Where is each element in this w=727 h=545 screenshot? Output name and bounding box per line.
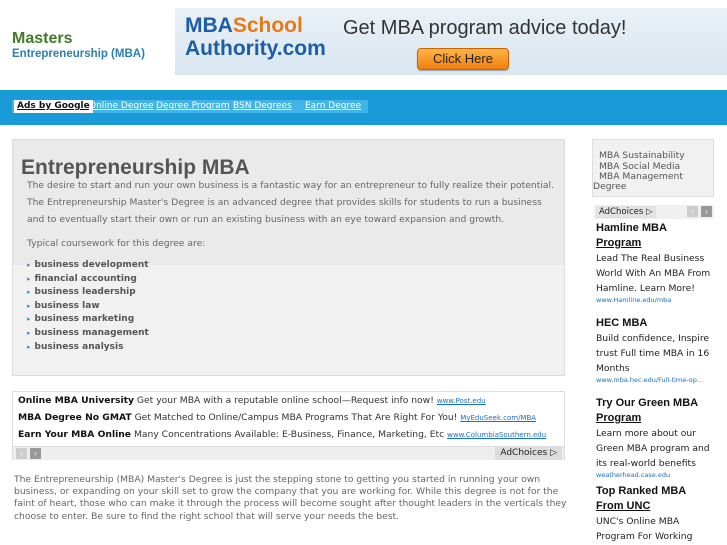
sidebar-link-mba-social-media[interactable]: MBA Social Media [599,161,681,172]
sidebar-ad-title[interactable] [596,396,714,426]
ads-next-button[interactable]: › [30,448,41,459]
main-content [12,139,565,376]
list-item [27,341,149,355]
ad-url[interactable]: MyEduSeek.com/MBA [460,414,537,422]
nav-link-bsn-degrees[interactable]: BSN Degrees [233,101,292,111]
ads-footer [13,446,564,460]
ad-title[interactable]: Earn Your MBA Online [18,429,132,440]
bullet-icon: ▸ [27,288,31,297]
sidebar-ad[interactable] [596,396,714,480]
sidebar-link-degree[interactable]: Degree [593,181,627,192]
course-label: business law [34,300,100,311]
ad-text: Get Matched to Online/Campus MBA Programs That Are Right For You! [134,412,458,423]
nav-link-earn-degree[interactable]: Earn Degree [305,101,362,111]
banner-logo-line2: Authority.com [185,37,326,60]
adchoices-link[interactable]: AdChoices ▷ [495,447,562,460]
sidebar-ad-body: Lead The Real Business World With An MBA From Hamline. Learn More! [596,253,711,294]
course-label: business marketing [34,314,135,325]
sidebar-ad-title-line2[interactable]: From UNC [596,500,651,512]
banner-logo-part2: School [232,14,303,37]
sidebar-link-mba-sustainability[interactable]: MBA Sustainability [599,150,685,161]
nav-link-online-degree[interactable]: Online Degree [89,101,154,111]
sidebar-link-mba-management[interactable]: MBA Management [599,171,683,182]
list-item [27,300,149,314]
closing-paragraph: The Entrepreneurship (MBA) Master's Degree is just the stepping stone to getting you started in running your own business, or expanding on your skill set to grow the company that you are working for. While this degree is not for the faint of heart, those who can make it through the process will become sought after thought leaders in the verticals they choose to enter. Be sure to find the right school that will serve your needs the best. [14,474,567,522]
course-label: business development [34,260,149,270]
text-ad[interactable] [18,429,546,440]
sidebar-ad-title-line1[interactable]: Hamline MBA [596,222,667,234]
sidebar-ad-url[interactable]: www.Hamline.edu/mba [596,296,672,304]
bullet-icon: ▸ [27,315,31,324]
ad-text: Get your MBA with a reputable online school—Request info now! [136,395,434,406]
text-ads-box [12,391,565,460]
site-subtitle[interactable]: Entrepreneurship (MBA) [12,48,145,60]
list-item [27,259,149,273]
ad-links-strip [12,100,368,113]
bullet-icon: ▸ [27,274,31,283]
site-title[interactable]: Masters [12,30,73,47]
coursework-list [27,259,149,354]
bullet-icon: ▸ [27,301,31,310]
bullet-icon: ▸ [27,342,31,351]
bullet-icon: ▸ [27,261,31,269]
list-item [27,327,149,341]
sidebar-ad-body: UNC's Online MBA Program For Working [596,516,693,542]
banner-logo-part1: MBA [185,14,233,37]
sidebar-ad-title-line2[interactable]: Program [596,237,642,249]
ads-by-google-label[interactable]: Ads by Google [14,100,93,113]
nav-bar [0,90,727,125]
sidebar-ad-title-line1[interactable]: Try Our Green MBA [596,397,699,409]
page-title: Entrepreneurship MBA [21,156,250,179]
ad-title[interactable]: Online MBA University [18,395,134,406]
banner-ad[interactable] [175,8,727,75]
intro-paragraph: The desire to start and run your own business is a fantastic way for an entrepreneur to fully realize their potential. The Entrepreneurship Master's Degree is an advanced degree that provides skills for students to run a business and to eventually start their own or run an existing business with an eye toward expansion and growth. [27,180,554,225]
bullet-icon: ▸ [27,328,31,337]
sidebar-ads-next-button[interactable]: › [701,206,712,217]
sidebar-ads-prev-button[interactable]: ‹ [687,206,698,217]
sidebar-ad-title[interactable]: HEC MBA [596,317,648,329]
sidebar-ads-header [594,205,714,219]
banner-logo [185,14,303,38]
sidebar-ad-title-line2[interactable]: Program [596,412,642,424]
list-item [27,273,149,287]
text-ad[interactable] [18,412,536,423]
ads-prev-button[interactable]: ‹ [16,448,27,459]
sidebar-ad-title-line1[interactable]: Top Ranked MBA [596,485,687,497]
sidebar-ad-title[interactable] [596,221,714,251]
nav-link-degree-program[interactable]: Degree Program [156,101,230,111]
sidebar-ad[interactable] [596,316,714,385]
course-label: business analysis [34,341,124,352]
course-label: financial accounting [34,273,137,284]
ad-title[interactable]: MBA Degree No GMAT [18,412,132,423]
ad-url[interactable]: www.Post.edu [436,397,486,405]
list-item [27,286,149,300]
course-label: business leadership [34,287,136,298]
sidebar-ad-url[interactable]: weatherhead.case.edu [596,471,671,479]
sidebar-ads [592,203,714,545]
sidebar-adchoices-link[interactable]: AdChoices ▷ [596,206,656,218]
sidebar-ad-body: Build confidence, Inspire trust Full time MBA in 16 Months [596,333,710,374]
coursework-label: Typical coursework for this degree are: [27,238,206,249]
ad-url[interactable]: www.ColumbiaSouthern.edu [447,431,547,439]
sidebar-ad-title[interactable] [596,484,714,514]
banner-click-here-button[interactable]: Click Here [417,48,509,70]
sidebar-ad-body: Learn more about our Green MBA program and its real-world benefits [596,428,710,469]
sidebar-ad-url[interactable]: www.mba.hec.edu/Full-time-op... [596,376,704,384]
ad-text: Many Concentrations Available: E-Business, Finance, Marketing, Etc [133,429,445,440]
banner-headline: Get MBA program advice today! [343,17,627,39]
text-ad[interactable] [18,395,486,406]
header [0,0,727,90]
sidebar-ad[interactable] [596,221,714,305]
sidebar-links [592,139,714,197]
list-item [27,313,149,327]
sidebar-ad[interactable] [596,484,714,544]
course-label: business management [34,327,149,338]
